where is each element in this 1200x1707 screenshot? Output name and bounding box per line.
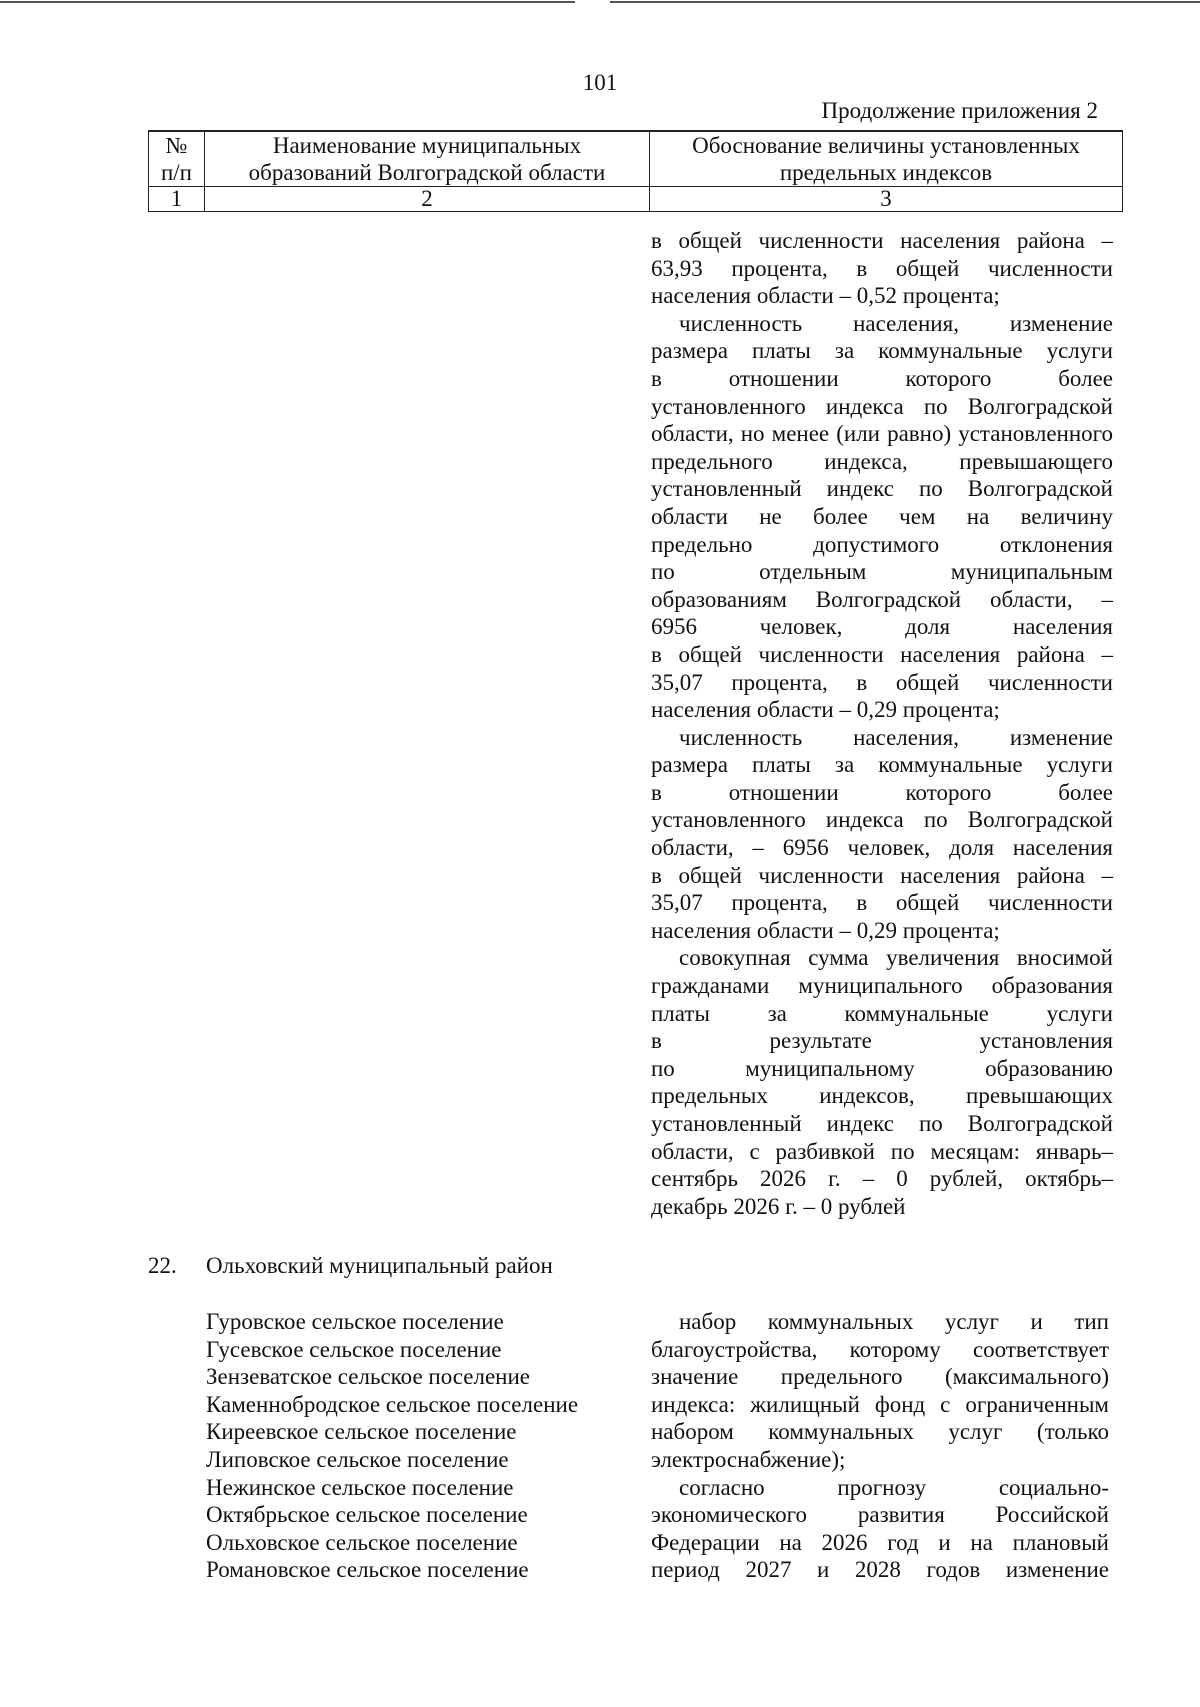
text-line: набор коммунальных услуг и тип — [679, 1309, 1109, 1334]
text-line: по муниципальному образованию — [651, 1055, 1113, 1081]
text-line: населения области – 0,29 процента; — [651, 697, 1000, 723]
settlement-item: Киреевское сельское поселение — [206, 1419, 517, 1445]
text-line: установленный индекс по Волгоградской — [651, 1111, 1113, 1136]
justification-text-row21 — [651, 227, 1113, 1220]
text-line: численность населения, изменение — [679, 724, 1113, 750]
text-line: электроснабжение); — [651, 1446, 846, 1472]
text-line: Федерации на 2026 год и на плановый — [651, 1529, 1109, 1555]
page-number: 101 — [582, 70, 618, 95]
text-line: по отдельным муниципальным — [651, 559, 1113, 585]
row-number: 22. — [148, 1253, 177, 1278]
text-line: размера платы за коммунальные услуги — [651, 752, 1113, 778]
settlement-item: Гуровское сельское поселение — [206, 1309, 504, 1334]
text-line: в общей численности населения района – — [651, 862, 1113, 888]
text-line: установленный индекс по Волгоградской — [651, 476, 1113, 502]
text-line: области не более чем на величину — [651, 503, 1113, 529]
table-header — [148, 130, 1123, 212]
header-col-number: № п/п — [149, 131, 205, 187]
text-line: установленного индекса по Волгоградской — [651, 807, 1113, 833]
text-line: численность населения, изменение — [679, 310, 1113, 336]
text-line: в отношении которого более — [651, 779, 1113, 805]
text-line: индекса: жилищный фонд с ограниченным — [651, 1391, 1109, 1417]
text-line: совокупная сумма увеличения вносимой — [679, 945, 1113, 971]
text-line: области, с разбивкой по месяцам: январь– — [651, 1138, 1113, 1164]
text-line: декабрь 2026 г. – 0 рублей — [651, 1193, 906, 1219]
text-line: набором коммунальных услуг (только — [651, 1419, 1109, 1445]
text-line: предельно допустимого отклонения — [651, 531, 1113, 557]
justification-text-row22 — [651, 1308, 1109, 1584]
text-line: населения области – 0,52 процента; — [651, 283, 1000, 309]
text-line: области, – 6956 человек, доля населения — [651, 835, 1113, 861]
header-colnum-3: 3 — [650, 187, 1123, 212]
settlement-list — [206, 1308, 578, 1584]
district-name: Ольховский муниципальный район — [206, 1253, 553, 1278]
text-line: согласно прогнозу социально- — [679, 1474, 1109, 1500]
scan-top-edge-right — [610, 1, 1200, 3]
text-line: области, но менее (или равно) установленного — [651, 421, 1113, 447]
settlement-item: Ольховское сельское поселение — [206, 1529, 518, 1555]
settlement-item: Романовское сельское поселение — [206, 1557, 529, 1583]
text-line: 6956 человек, доля населения — [651, 614, 1113, 640]
settlement-item: Липовское сельское поселение — [206, 1446, 509, 1472]
text-line: экономического развития Российской — [651, 1502, 1109, 1528]
text-line: предельного индекса, превышающего — [651, 448, 1113, 474]
text-line: установленного индекса по Волгоградской — [651, 393, 1113, 419]
text-line: предельных индексов, превышающих — [651, 1083, 1113, 1109]
settlement-item: Октябрьское сельское поселение — [206, 1502, 528, 1528]
text-line: благоустройства, которому соответствует — [651, 1336, 1109, 1362]
text-line: в результате установления — [651, 1028, 1113, 1054]
settlement-item: Гусевское сельское поселение — [206, 1336, 502, 1362]
appendix-continuation-label: Продолжение приложения 2 — [821, 98, 1098, 123]
header-colnum-2: 2 — [205, 187, 650, 212]
settlement-item: Зензеватское сельское поселение — [206, 1364, 530, 1390]
text-line: в общей численности населения района – — [651, 228, 1113, 253]
text-line: платы за коммунальные услуги — [651, 1000, 1113, 1026]
text-line: 63,93 процента, в общей численности — [651, 255, 1113, 281]
header-col-justification: Обоснование величины установленных предельных индексов — [650, 131, 1123, 187]
text-line: размера платы за коммунальные услуги — [651, 338, 1113, 364]
text-line: образованиям Волгоградской области, – — [651, 586, 1113, 612]
text-line: 35,07 процента, в общей численности — [651, 890, 1113, 916]
text-line: 35,07 процента, в общей численности — [651, 669, 1113, 695]
text-line: в общей численности населения района – — [651, 641, 1113, 667]
header-col-municipality: Наименование муниципальных образований Волгоградской области — [205, 131, 650, 187]
header-colnum-1: 1 — [149, 187, 205, 212]
scan-top-edge-left — [0, 1, 575, 3]
text-line: в отношении которого более — [651, 365, 1113, 391]
settlement-item: Каменнобродское сельское поселение — [206, 1391, 579, 1417]
text-line: значение предельного (максимального) — [651, 1364, 1109, 1390]
text-line: период 2027 и 2028 годов изменение — [651, 1557, 1109, 1583]
text-line: населения области – 0,29 процента; — [651, 917, 1000, 943]
settlement-item: Нежинское сельское поселение — [206, 1474, 514, 1500]
text-line: гражданами муниципального образования — [651, 973, 1113, 999]
text-line: сентябрь 2026 г. – 0 рублей, октябрь– — [651, 1166, 1113, 1192]
